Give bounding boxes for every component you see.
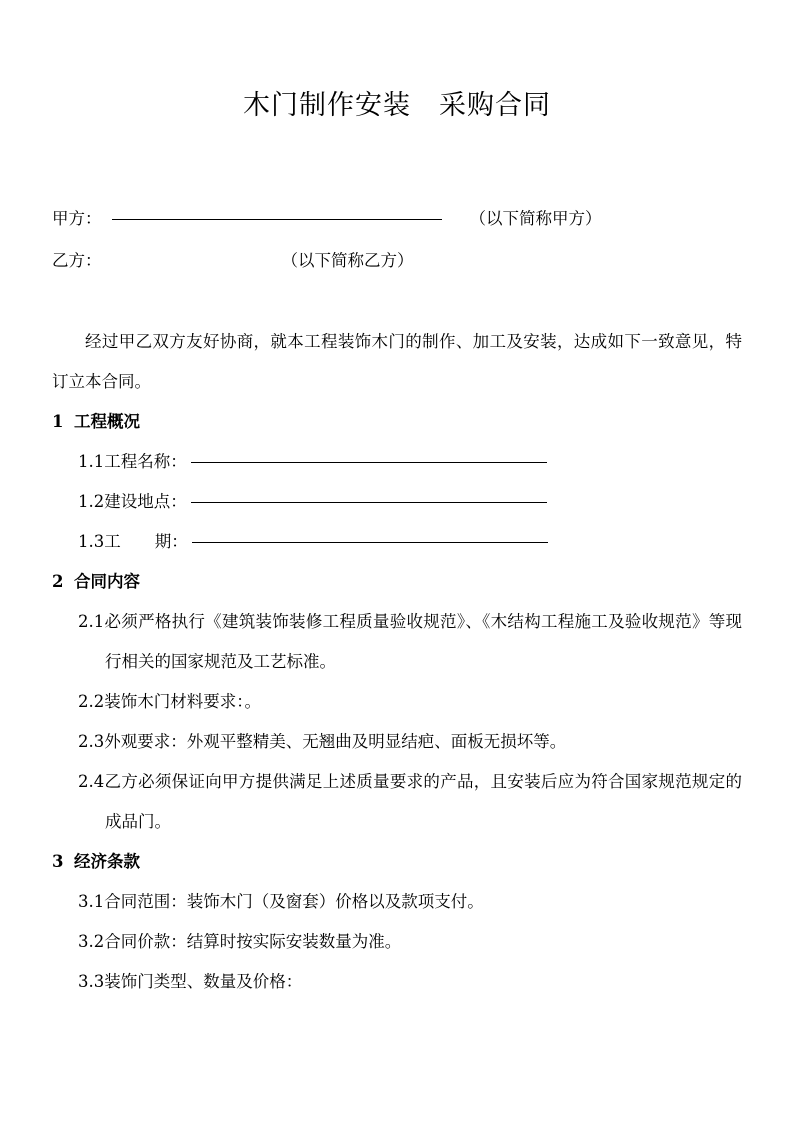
clause-1-2-input-rule[interactable] <box>191 502 547 503</box>
clause-3-1-number: 3.1 <box>78 892 105 912</box>
section-2-title: 合同内容 <box>74 572 140 592</box>
clause-1-3-label-part2: 期： <box>154 532 188 552</box>
clause-2-3 <box>78 722 742 762</box>
clause-1-1 <box>78 442 742 482</box>
clause-1-3-label-part1: 工 <box>104 532 121 552</box>
clause-2-3-text: 外观要求：外观平整精美、无翘曲及明显结疤、面板无损坏等。 <box>104 732 567 752</box>
clause-2-4 <box>78 762 742 842</box>
clause-2-3-number: 2.3 <box>78 732 105 752</box>
clause-1-3-input-rule[interactable] <box>192 542 548 543</box>
section-3-title: 经济条款 <box>74 852 140 872</box>
clause-1-1-number: 1.1 <box>78 452 105 472</box>
clause-1-2 <box>78 482 742 522</box>
section-1-title: 工程概况 <box>74 412 140 432</box>
party-a-note: （以下简称甲方） <box>469 209 602 229</box>
party-b-label: 乙方： <box>52 251 102 271</box>
clause-1-2-number: 1.2 <box>78 492 105 512</box>
party-block <box>52 198 742 282</box>
clause-1-3-number: 1.3 <box>78 532 105 552</box>
page-title: 木门制作安装 采购合同 <box>243 90 551 121</box>
clause-2-1-text: 必须严格执行《建筑装饰装修工程质量验收规范》、《木结构工程施工及验收规范》等现行相关的国家规范及工艺标准。 <box>104 612 742 672</box>
clause-2-1-number: 2.1 <box>78 612 105 632</box>
section-heading-2 <box>52 562 742 602</box>
clause-3-3-text: 装饰门类型、数量及价格： <box>104 972 303 992</box>
clause-2-4-number: 2.4 <box>78 772 105 792</box>
clause-1-1-input-rule[interactable] <box>191 462 547 463</box>
section-1-number: 1 <box>52 412 64 432</box>
party-a-input-rule[interactable] <box>112 219 442 220</box>
clause-2-2-number: 2.2 <box>78 692 105 712</box>
clause-3-2-text: 合同价款：结算时按实际安装数量为准。 <box>104 932 402 952</box>
section-heading-1 <box>52 402 742 442</box>
clause-3-2 <box>78 922 742 962</box>
party-b-row <box>52 240 742 282</box>
party-b-note: （以下简称乙方） <box>281 251 414 271</box>
clause-1-1-label: 工程名称： <box>104 452 187 472</box>
section-3-number: 3 <box>52 852 64 872</box>
clause-3-1-text: 合同范围：装饰木门（及窗套）价格以及款项支付。 <box>104 892 484 912</box>
party-a-row <box>52 198 742 240</box>
section-2-number: 2 <box>52 572 64 592</box>
clause-2-2-text: 装饰木门材料要求：。 <box>104 692 261 712</box>
intro-paragraph: 经过甲乙双方友好协商，就本工程装饰木门的制作、加工及安装，达成如下一致意见，特订立本合同。 <box>52 332 742 392</box>
clause-3-3 <box>78 962 742 1002</box>
clause-2-2 <box>78 682 742 722</box>
clause-2-1 <box>78 602 742 682</box>
section-heading-3 <box>52 842 742 882</box>
clause-2-4-text: 乙方必须保证向甲方提供满足上述质量要求的产品，且安装后应为符合国家规范规定的成品门。 <box>104 772 742 832</box>
clause-1-3 <box>78 522 742 562</box>
clause-3-2-number: 3.2 <box>78 932 105 952</box>
clause-3-1 <box>78 882 742 922</box>
clause-3-3-number: 3.3 <box>78 972 105 992</box>
party-a-label: 甲方： <box>52 209 102 229</box>
clause-1-2-label: 建设地点： <box>104 492 187 512</box>
